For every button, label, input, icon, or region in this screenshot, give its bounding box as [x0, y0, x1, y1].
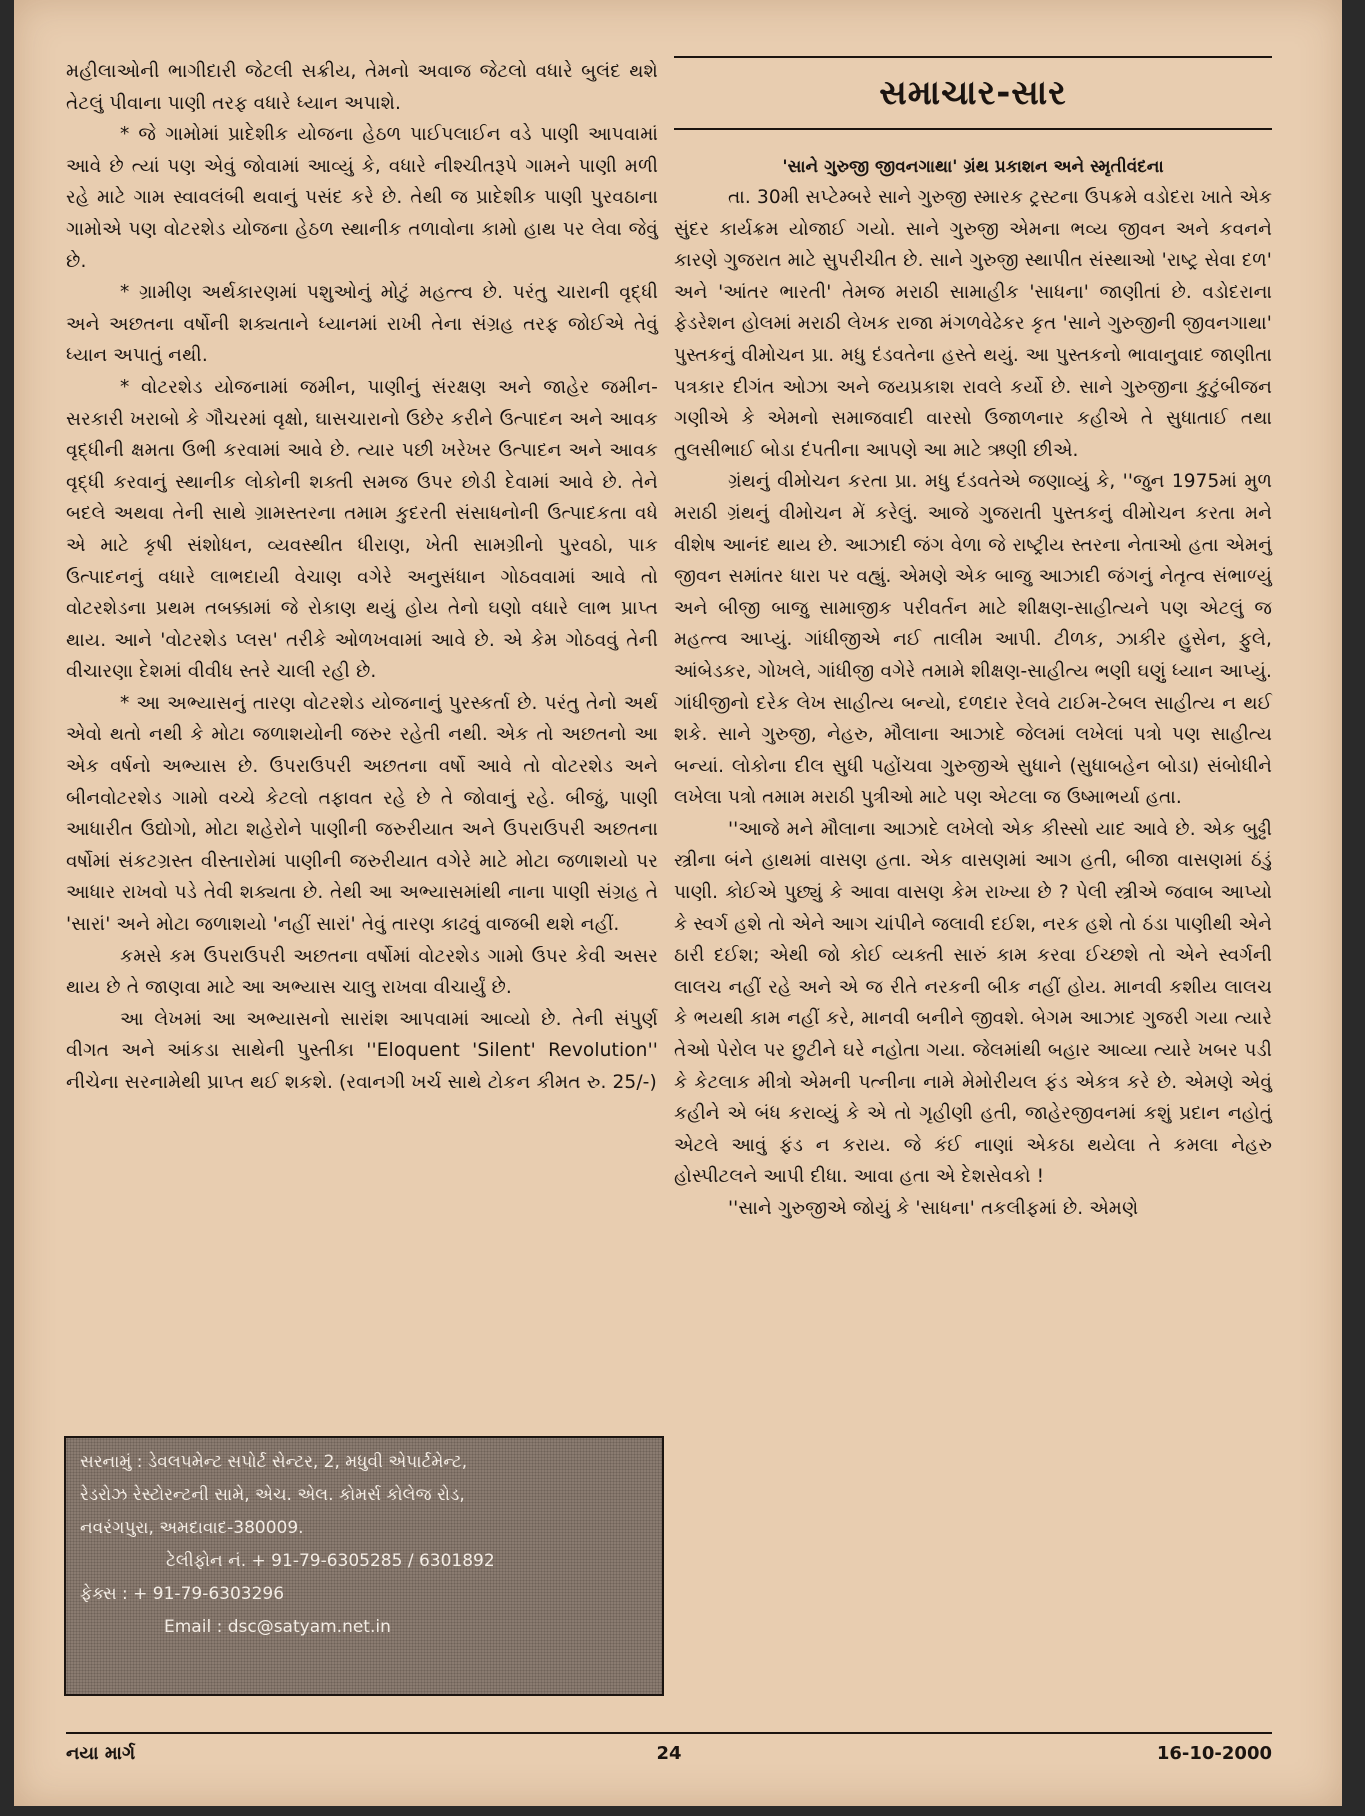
article-subheading: 'સાને ગુરુજી જીવનગાથા' ગ્રંથ પ્રકાશન અને સ્મૃતીવંદના [782, 157, 1164, 177]
fax-line: ફેક્સ : + 91-79-6303296 [80, 1584, 285, 1604]
title-rule [674, 128, 1272, 130]
address-line: સરનામું : ડેવલપમેન્ટ સપોર્ટ સેન્ટર, 2, મધુવી એપાર્ટમેન્ટ, [80, 1452, 468, 1472]
paragraph: * ગ્રામીણ અર્થકારણમાં પશુઓનું મોટું મહત્ત્વ છે. પરંતુ ચારાની વૃદ્ધી અને અછતના વર્ષોની શક્યતાને ધ્યાનમાં રાખી તેના સંગ્રહ તરફ જોઈએ તેવું ધ્યાન અપાતું નથી. [66, 282, 658, 367]
paragraph: કમસે કમ ઉપરાઉપરી અછતના વર્ષોમાં વોટરશેડ ગામો ઉપર કેવી અસર થાય છે તે જાણવા માટે આ અભ્યાસ ચાલુ રાખવા વીચાર્યું છે. [66, 945, 658, 999]
left-column [66, 56, 658, 1099]
paragraph: ''સાને ગુરુજીએ જોયું કે 'સાધના' તકલીફમાં છે. એમણે [728, 1198, 1139, 1219]
publication-name: નયા માર્ગ [66, 1743, 136, 1764]
paragraph: * વોટરશેડ યોજનામાં જમીન, પાણીનું સંરક્ષણ અને જાહેર જમીન-સરકારી ખરાબો કે ગૌચરમાં વૃક્ષો, ઘાસચારાનો ઉછેર કરીને ઉત્પાદન અને આવક વૃદ્ધીની ક્ષમતા ઉભી કરવામાં આવે છે. ત્યાર પછી ખરેખર ઉત્પાદન અને આવક વૃદ્ધી કરવાનું સ્થાનીક લોકોની શક્તી સમજ ઉપર છોડી દેવામાં આવે છે. તેને બદલે અથવા તેની સાથે ગ્રામસ્તરના તમામ કુદરતી સંસાધનોની ઉત્પાદકતા વધે એ માટે કૃષી સંશોધન, વ્યવસ્થીત ધીરાણ, ખેતી સામગ્રીનો પુરવઠો, પાક ઉત્પાદનનું વધારે લાભદાયી વેચાણ વગેરે અનુસંધાન ગોઠવવામાં આવે તો વોટરશેડના પ્રથમ તબક્કામાં જે રોકાણ થયું હોય તેનો ઘણો વધારે લાભ પ્રાપ્ત થાય. આને 'વોટરશેડ પ્લસ' તરીકે ઓળખવામાં આવે છે. એ કેમ ગોઠવવું તેની વીચારણા દેશમાં વીવીધ સ્તરે ચાલી રહી છે. [66, 376, 658, 683]
paragraph: તા. 30મી સપ્ટેમ્બરે સાને ગુરુજી સ્મારક ટ્રસ્ટના ઉપક્રમે વડોદરા ખાતે એક સુંદર કાર્યક્રમ યોજાઈ ગયો. સાને ગુરુજી એમના ભવ્ય જીવન અને કવનને કારણે ગુજરાત માટે સુપરીચીત છે. સાને ગુરુજી સ્થાપીત સંસ્થાઓ 'રાષ્ટ્ર સેવા દળ' અને 'આંતર ભારતી' તેમજ મરાઠી સામાહીક 'સાધના' જાણીતાં છે. વડોદરાના ફેડરેશન હોલમાં મરાઠી લેખક રાજા મંગળવેઢેકર કૃત 'સાને ગુરુજીની જીવનગાથા' પુસ્તકનું વીમોચન પ્રા. મધુ દંડવતેના હસ્તે થયું. આ પુસ્તકનો ભાવાનુવાદ જાણીતા પત્રકાર દીગંત ઓઝા અને જયપ્રકાશ રાવલે કર્યો છે. સાને ગુરુજીના કુટુંબીજન ગણીએ કે એમનો સમાજવાદી વારસો ઉજાળનાર કહીએ તે સુધાતાઈ તથા તુલસીભાઈ બોડા દંપતીના આપણે આ માટે ઋણી છીએ. [674, 187, 1272, 461]
paragraph: * જે ગામોમાં પ્રાદેશીક યોજના હેઠળ પાઈપલાઈન વડે પાણી આપવામાં આવે છે ત્યાં પણ એવું જોવામાં આવ્યું કે, વધારે નીશ્ચીતરૂપે ગામને પાણી મળી રહે માટે ગામ સ્વાવલંબી થવાનું પસંદ કરે છે. તેથી જ પ્રાદેશીક પાણી પુરવઠાના ગામોએ પણ વોટરશેડ યોજના હેઠળ સ્થાનીક તળાવોના કામો હાથ પર લેવા જેવું છે. [66, 124, 658, 272]
page-number: 24 [656, 1743, 682, 1764]
magazine-page [14, 0, 1342, 1806]
address-line: રેડરોઝ રેસ્ટોરન્ટની સામે, એચ. એલ. કોમર્સ કોલેજ રોડ, [80, 1485, 465, 1505]
paragraph: ''આજે મને મૌલાના આઝાદે લખેલો એક કીસ્સો યાદ આવે છે. એક બુઢ્ઢી સ્ત્રીના બંને હાથમાં વાસણ હતા. એક વાસણમાં આગ હતી, બીજા વાસણમાં ઠંડું પાણી. કોઈએ પુછ્યું કે આવા વાસણ કેમ રાખ્યા છે ? પેલી સ્ત્રીએ જવાબ આપ્યો કે સ્વર્ગ હશે તો એને આગ ચાંપીને જલાવી દઈશ, નરક હશે તો ઠંડા પાણીથી એને ઠારી દઈશ; એથી જો કોઈ વ્યક્તી સારું કામ કરવા ઈચ્છશે તો એને સ્વર્ગની લાલચ નહીં રહે અને એ જ રીતે નરકની બીક નહીં હોય. માનવી કશીય લાલચ કે ભયથી કામ નહીં કરે, માનવી બનીને જીવશે. બેગમ આઝાદ ગુજરી ગયા ત્યારે તેઓ પેરોલ પર છુટીને ઘરે નહોતા ગયા. જેલમાંથી બહાર આવ્યા ત્યારે ખબર પડી કે કેટલાક મીત્રો એમની પત્નીના નામે મેમોરીયલ ફંડ એકત્ર કરે છે. એમણે એવું કહીને એ બંધ કરાવ્યું કે એ તો ગૃહીણી હતી, જાહેરજીવનમાં કશું પ્રદાન નહોતું એટલે આવું ફંડ ન કરાય. જે કંઈ નાણાં એકઠા થયેલા તે કમલા નેહરુ હોસ્પીટલને આપી દીધા. આવા હતા એ દેશસેવકો ! [674, 818, 1272, 1188]
email-line: Email : dsc@satyam.net.in [164, 1617, 391, 1637]
address-box [64, 1436, 664, 1696]
paragraph: ગ્રંથનું વીમોચન કરતા પ્રા. મધુ દંડવતેએ જણાવ્યું કે, ''જુન 1975માં મુળ મરાઠી ગ્રંથનું વીમોચન મેં કરેલું. આજે ગુજરાતી પુસ્તકનું વીમોચન કરતા મને વીશેષ આનંદ થાય છે. આઝાદી જંગ વેળા જે રાષ્ટ્રીય સ્તરના નેતાઓ હતા એમનું જીવન સમાંતર ધારા પર વહ્યું. એમણે એક બાજુ આઝાદી જંગનું નેતૃત્વ સંભાળ્યું અને બીજી બાજુ સામાજીક પરીવર્તન માટે શીક્ષણ-સાહીત્યને પણ એટલું જ મહત્ત્વ આપ્યું. ગાંધીજીએ નઈ તાલીમ આપી. ટીળક, ઝાકીર હુસેન, ફુલે, આંબેડકર, ગોખલે, ગાંધીજી વગેરે તમામે શીક્ષણ-સાહીત્ય ભણી ઘણું ધ્યાન આપ્યું. ગાંધીજીનો દરેક લેખ સાહીત્ય બન્યો, દળદાર રેલવે ટાઈમ-ટેબલ સાહીત્ય ન થઈ શકે. સાને ગુરુજી, નેહરુ, મૌલાના આઝાદે જેલમાં લખેલાં પત્રો પણ સાહીત્ય બન્યાં. લોકોના દીલ સુધી પહોંચવા ગુરુજીએ સુધાને (સુધાબહેન બોડા) સંબોધીને લખેલા પત્રો તમામ મરાઠી પુત્રીઓ માટે પણ એટલા જ ઉષ્માભર્યા હતા. [674, 471, 1272, 809]
paragraph: આ લેખમાં આ અભ્યાસનો સારાંશ આપવામાં આવ્યો છે. તેની સંપુર્ણ વીગત અને આંકડા સાથેની પુસ્તીકા ''Eloquent 'Silent' Revolution'' નીચેના સરનામેથી પ્રાપ્ત થઈ શકશે. (રવાનગી ખર્ચ સાથે ટોકન કીમત રુ. 25/-) [66, 1008, 658, 1093]
right-column [674, 56, 1272, 1225]
address-line: નવરંગપુરા, અમદાવાદ-380009. [80, 1518, 304, 1538]
paragraph: મહીલાઓની ભાગીદારી જેટલી સક્રીય, તેમનો અવાજ જેટલો વધારે બુલંદ થશે તેટલું પીવાના પાણી તરફ વધારે ધ્યાન અપાશે. [66, 61, 658, 114]
issue-date: 16-10-2000 [1156, 1743, 1272, 1764]
page-footer [66, 1732, 1272, 1770]
phone-line: ટેલીફોન નં. + 91-79-6305285 / 6301892 [166, 1551, 495, 1571]
section-title: સમાચાર-સાર [879, 73, 1067, 113]
paragraph: * આ અભ્યાસનું તારણ વોટરશેડ યોજનાનું પુરસ્કર્તા છે. પરંતુ તેનો અર્થ એવો થતો નથી કે મોટા જળાશયોની જરુર રહેતી નથી. એક તો અછતનો આ એક વર્ષનો અભ્યાસ છે. ઉપરાઉપરી અછતના વર્ષો આવે તો વોટરશેડ અને બીનવોટરશેડ ગામો વચ્ચે કેટલો તફાવત રહે છે તે જોવાનું રહે. બીજું, પાણી આધારીત ઉદ્યોગો, મોટા શહેરોને પાણીની જરુરીયાત અને ઉપરાઉપરી અછતના વર્ષોમાં સંકટગ્રસ્ત વીસ્તારોમાં પાણીની જરુરીયાત વગેરે માટે મોટા જળાશયો પર આધાર રાખવો પડે તેવી શક્યતા છે. તેથી આ અભ્યાસમાંથી નાના પાણી સંગ્રહ તે 'સારાં' અને મોટા જળાશયો 'નહીં સારાં' તેવું તારણ કાઢવું વાજબી થશે નહીં. [66, 692, 658, 936]
